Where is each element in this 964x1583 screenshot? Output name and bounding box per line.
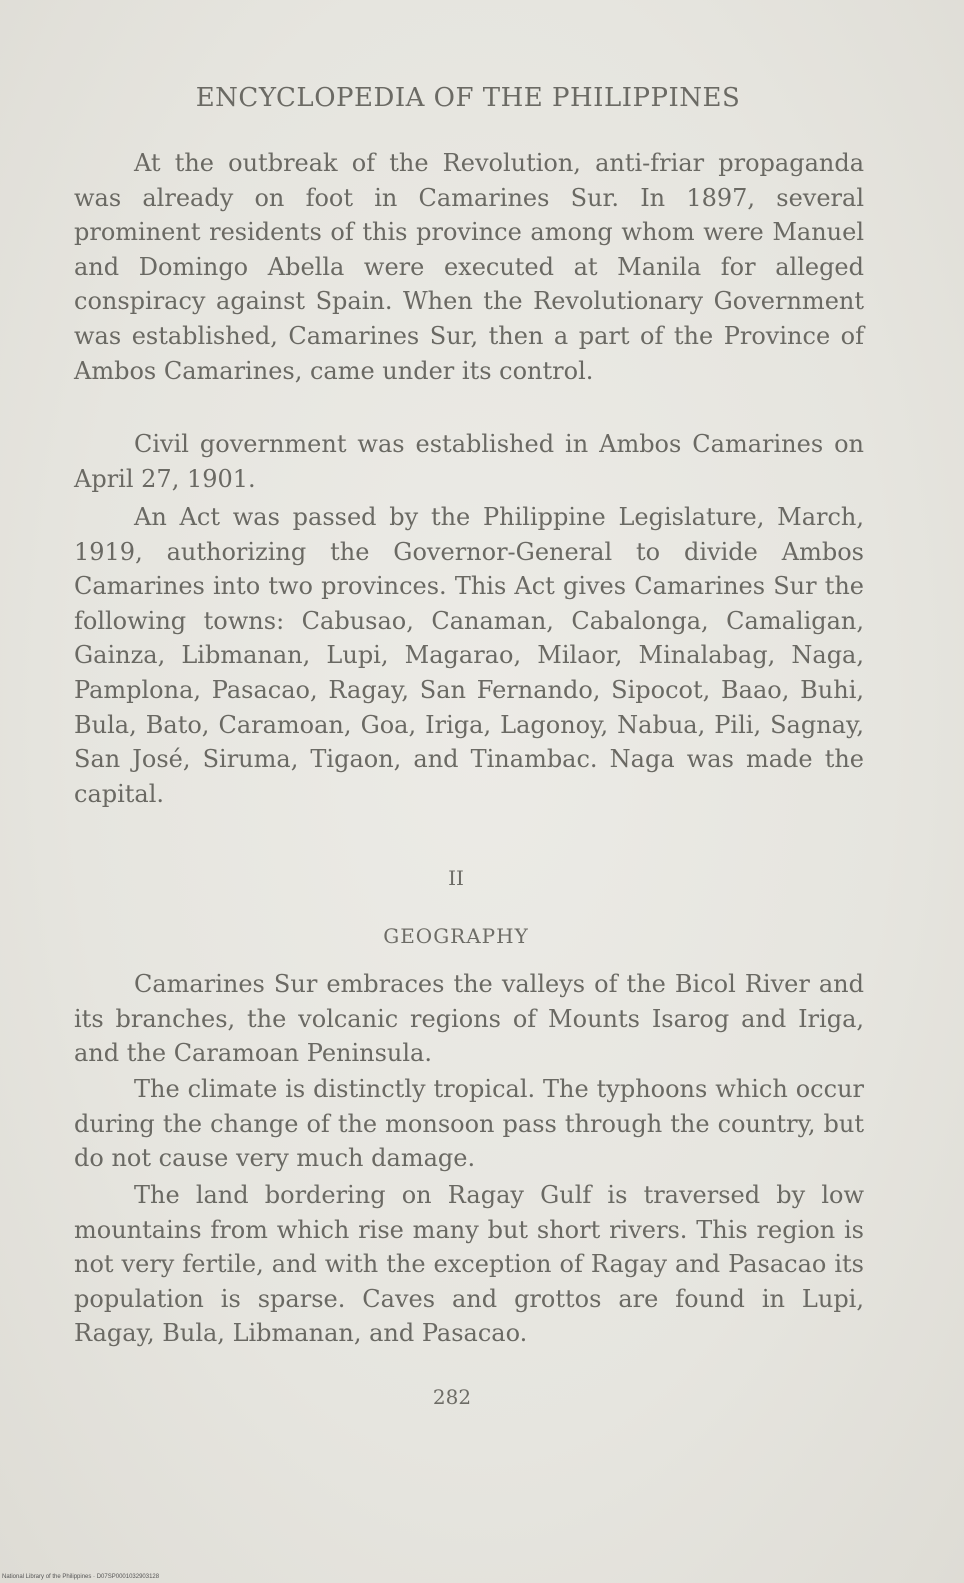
- paragraph-revolution: At the outbreak of the Revolution, anti-friar propaganda was already on foot in Camarines Sur. In 1897, several prominent residents of this province among whom were Manuel and Domingo Abella were executed at Manila for alleged conspiracy against Spain. When the Revolutionary Government was established, Camarines Sur, then a part of the Province of Ambos Camarines, came under its control.: [74, 149, 864, 385]
- section-number: II: [448, 866, 464, 890]
- scan-credit: National Library of the Philippines · D07SP0001032903128: [2, 1574, 160, 1580]
- paragraph-act-of-legislature: An Act was passed by the Philippine Legislature, March, 1919, authorizing the Governor-General to divide Ambos Camarines into two provinces. This Act gives Camarines Sur the following towns: Cabusao, Canaman, Cabalonga, Camaligan, Gainza, Libmanan, Lupi, Magarao, Milaor, Minalabag, Naga, Pamplona, Pasacao, Ragay, San Fernando, Sipocot, Baao, Buhi, Bula, Bato, Caramoan, Goa, Iriga, Lagonoy, Nabua, Pili, Sagnay, San José, Siruma, Tigaon, and Tinambac. Naga was made the capital.: [74, 503, 864, 808]
- paragraph-geography-climate: The climate is distinctly tropical. The typhoons which occur during the change of the monsoon pass through the country, but do not cause very much damage.: [74, 1075, 864, 1173]
- section-title: GEOGRAPHY: [383, 924, 529, 948]
- paragraph-geography-valleys: Camarines Sur embraces the valleys of the Bicol River and its branches, the volcanic regions of Mounts Isarog and Iriga, and the Caramoan Peninsula.: [74, 970, 864, 1068]
- page-number: 282: [432, 1385, 472, 1409]
- paragraph-civil-government: Civil government was established in Ambos Camarines on April 27, 1901.: [74, 430, 864, 493]
- paragraph-geography-ragay-gulf: The land bordering on Ragay Gulf is traversed by low mountains from which rise many but short rivers. This region is not very fertile, and with the exception of Ragay and Pasacao its population is sparse. Caves and grottos are found in Lupi, Ragay, Bula, Libmanan, and Pasacao.: [74, 1181, 864, 1348]
- running-header: ENCYCLOPEDIA OF THE PHILIPPINES: [195, 83, 741, 113]
